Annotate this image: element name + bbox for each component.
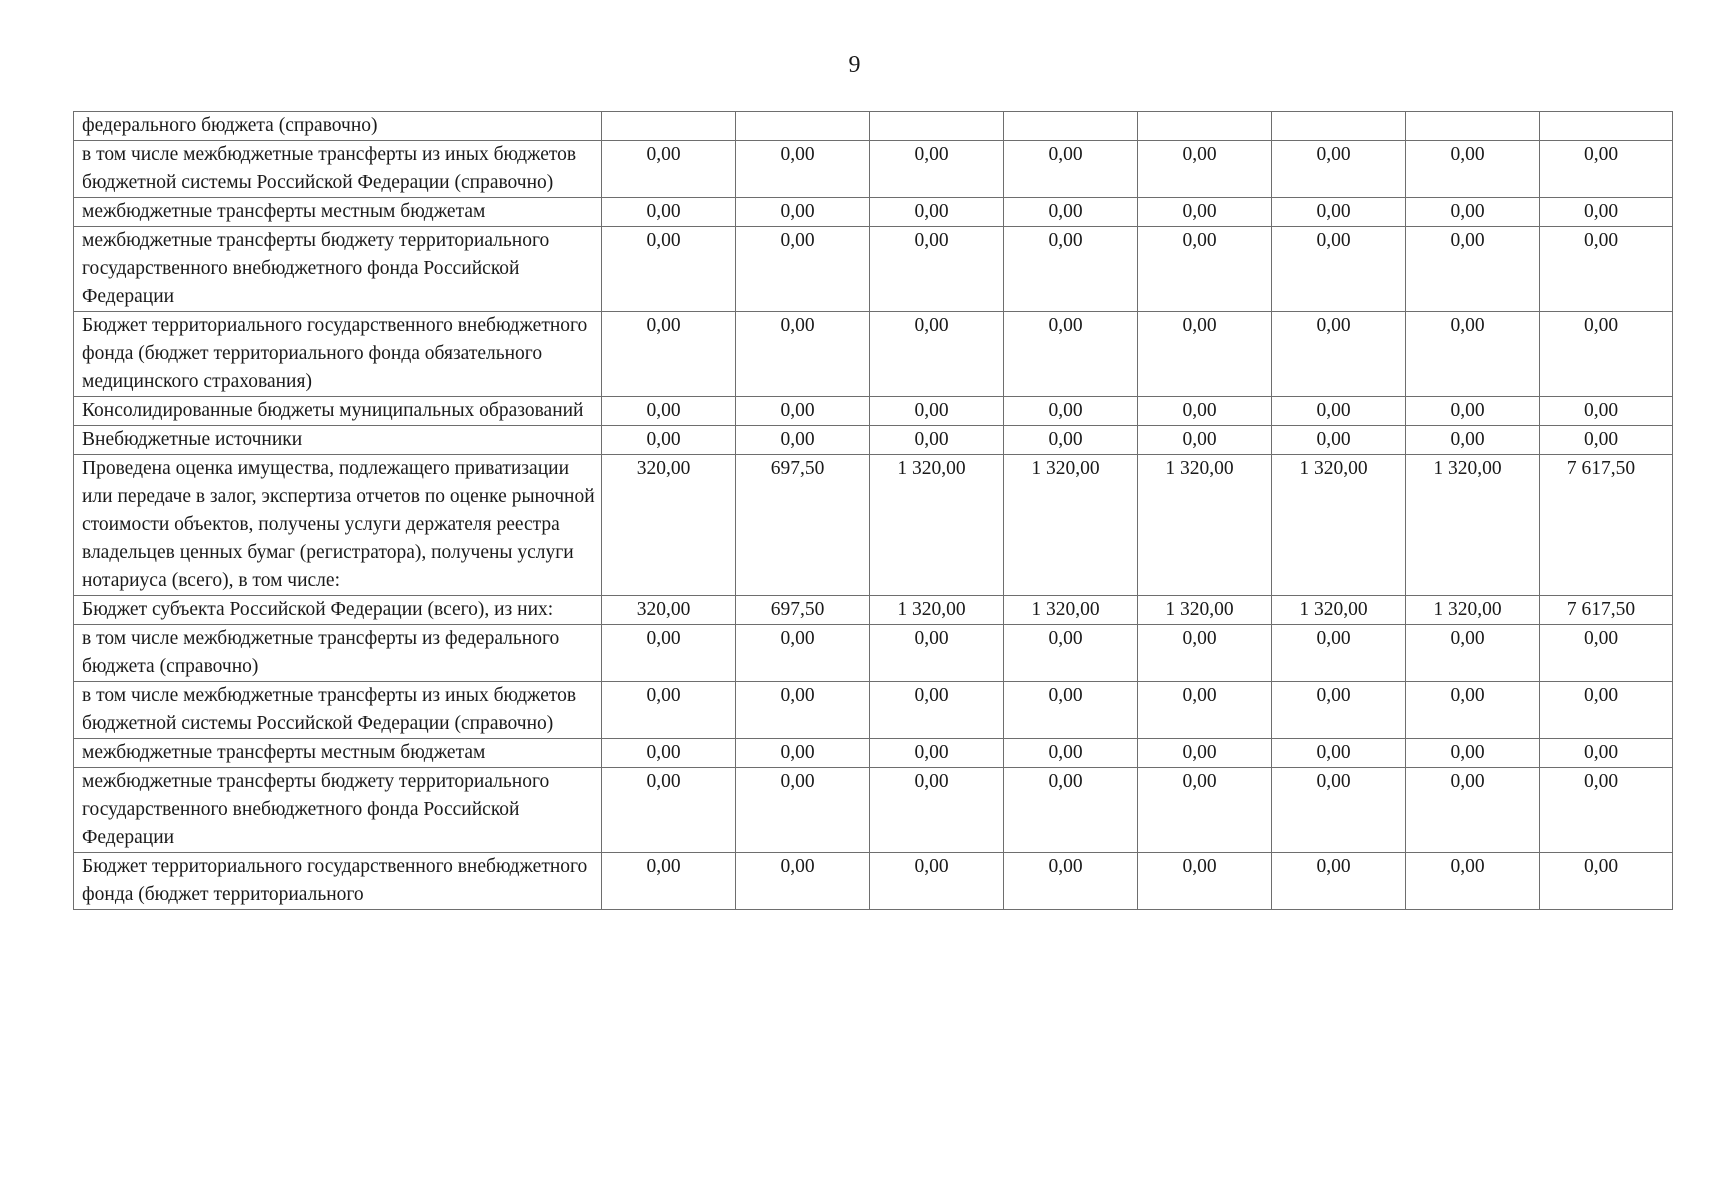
value-cell: 0,00 <box>1540 227 1673 312</box>
value-cell: 0,00 <box>1004 397 1138 426</box>
value-cell: 0,00 <box>736 141 870 198</box>
value-cell: 0,00 <box>1540 198 1673 227</box>
row-label: межбюджетные трансферты бюджету территориального государственного внебюджетного фонда Российской Федерации <box>74 227 602 312</box>
value-cell: 0,00 <box>1540 625 1673 682</box>
row-label: в том числе межбюджетные трансферты из иных бюджетов бюджетной системы Российской Федерации (справочно) <box>74 141 602 198</box>
row-label: Консолидированные бюджеты муниципальных образований <box>74 397 602 426</box>
value-cell: 1 320,00 <box>1272 596 1406 625</box>
value-cell: 1 320,00 <box>1138 455 1272 596</box>
value-cell <box>870 112 1004 141</box>
value-cell: 0,00 <box>1540 739 1673 768</box>
value-cell <box>1540 112 1673 141</box>
value-cell <box>1406 112 1540 141</box>
table-row <box>74 455 1673 596</box>
value-cell <box>1272 112 1406 141</box>
value-cell: 0,00 <box>870 227 1004 312</box>
value-cell: 0,00 <box>870 739 1004 768</box>
value-cell: 0,00 <box>870 397 1004 426</box>
row-label: межбюджетные трансферты бюджету территориального государственного внебюджетного фонда Российской Федерации <box>74 768 602 853</box>
table-row <box>74 596 1673 625</box>
value-cell: 0,00 <box>736 853 870 910</box>
value-cell: 0,00 <box>736 227 870 312</box>
value-cell: 0,00 <box>1138 227 1272 312</box>
value-cell: 0,00 <box>1406 141 1540 198</box>
value-cell: 0,00 <box>1004 853 1138 910</box>
value-cell: 0,00 <box>602 739 736 768</box>
table-row <box>74 625 1673 682</box>
value-cell: 0,00 <box>602 682 736 739</box>
value-cell: 0,00 <box>1004 768 1138 853</box>
value-cell: 0,00 <box>1406 198 1540 227</box>
value-cell: 0,00 <box>736 768 870 853</box>
row-label: Бюджет территориального государственного внебюджетного фонда (бюджет территориального фонда обязательного медицинского страхования) <box>74 312 602 397</box>
value-cell: 0,00 <box>1272 227 1406 312</box>
value-cell: 0,00 <box>602 625 736 682</box>
row-label: Проведена оценка имущества, подлежащего приватизации или передаче в залог, экспертиза отчетов по оценке рыночной стоимости объектов, получены услуги держателя реестра владельцев ценных бумаг (регистратора), получены услуги нотариуса (всего), в том числе: <box>74 455 602 596</box>
value-cell: 0,00 <box>870 312 1004 397</box>
value-cell: 0,00 <box>870 426 1004 455</box>
value-cell: 0,00 <box>1138 397 1272 426</box>
value-cell: 0,00 <box>736 625 870 682</box>
value-cell: 0,00 <box>1138 426 1272 455</box>
row-label: в том числе межбюджетные трансферты из федерального бюджета (справочно) <box>74 625 602 682</box>
table-row <box>74 426 1673 455</box>
value-cell: 0,00 <box>1272 426 1406 455</box>
value-cell: 0,00 <box>1272 141 1406 198</box>
value-cell: 0,00 <box>1272 739 1406 768</box>
value-cell: 0,00 <box>736 312 870 397</box>
value-cell: 0,00 <box>1004 227 1138 312</box>
value-cell: 0,00 <box>602 768 736 853</box>
value-cell: 0,00 <box>1540 853 1673 910</box>
value-cell: 0,00 <box>602 426 736 455</box>
table-row <box>74 227 1673 312</box>
value-cell: 0,00 <box>1138 141 1272 198</box>
value-cell: 0,00 <box>1138 198 1272 227</box>
value-cell: 1 320,00 <box>1004 596 1138 625</box>
value-cell: 0,00 <box>1540 141 1673 198</box>
value-cell: 0,00 <box>602 198 736 227</box>
value-cell: 0,00 <box>1406 312 1540 397</box>
value-cell: 0,00 <box>1138 853 1272 910</box>
value-cell: 320,00 <box>602 455 736 596</box>
value-cell: 0,00 <box>1004 426 1138 455</box>
value-cell: 0,00 <box>870 853 1004 910</box>
value-cell: 0,00 <box>1406 227 1540 312</box>
value-cell: 1 320,00 <box>1406 596 1540 625</box>
value-cell: 0,00 <box>1138 625 1272 682</box>
value-cell: 1 320,00 <box>1138 596 1272 625</box>
row-label: Бюджет территориального государственного внебюджетного фонда (бюджет территориального <box>74 853 602 910</box>
value-cell <box>736 112 870 141</box>
value-cell: 7 617,50 <box>1540 455 1673 596</box>
value-cell: 0,00 <box>870 141 1004 198</box>
value-cell: 0,00 <box>1540 426 1673 455</box>
value-cell: 0,00 <box>1138 682 1272 739</box>
value-cell: 0,00 <box>1004 682 1138 739</box>
value-cell <box>1138 112 1272 141</box>
value-cell: 1 320,00 <box>1406 455 1540 596</box>
value-cell: 0,00 <box>1004 739 1138 768</box>
value-cell: 0,00 <box>1272 682 1406 739</box>
row-label: межбюджетные трансферты местным бюджетам <box>74 198 602 227</box>
value-cell: 0,00 <box>1406 682 1540 739</box>
table-row <box>74 112 1673 141</box>
value-cell: 0,00 <box>1272 768 1406 853</box>
row-label: Внебюджетные источники <box>74 426 602 455</box>
row-label: межбюджетные трансферты местным бюджетам <box>74 739 602 768</box>
value-cell: 0,00 <box>870 768 1004 853</box>
value-cell: 0,00 <box>1540 312 1673 397</box>
value-cell: 0,00 <box>1272 397 1406 426</box>
value-cell <box>1004 112 1138 141</box>
value-cell: 0,00 <box>1138 312 1272 397</box>
value-cell: 0,00 <box>1272 625 1406 682</box>
value-cell: 0,00 <box>1540 397 1673 426</box>
value-cell: 0,00 <box>870 625 1004 682</box>
value-cell: 0,00 <box>1138 768 1272 853</box>
value-cell: 0,00 <box>1004 312 1138 397</box>
value-cell: 1 320,00 <box>1004 455 1138 596</box>
value-cell: 0,00 <box>1406 426 1540 455</box>
value-cell: 0,00 <box>736 739 870 768</box>
value-cell: 320,00 <box>602 596 736 625</box>
value-cell: 0,00 <box>736 397 870 426</box>
value-cell: 0,00 <box>1138 739 1272 768</box>
value-cell: 0,00 <box>1004 198 1138 227</box>
value-cell: 0,00 <box>736 426 870 455</box>
value-cell: 697,50 <box>736 455 870 596</box>
value-cell: 1 320,00 <box>870 455 1004 596</box>
value-cell: 1 320,00 <box>1272 455 1406 596</box>
value-cell: 0,00 <box>1272 198 1406 227</box>
value-cell: 0,00 <box>602 227 736 312</box>
value-cell: 1 320,00 <box>870 596 1004 625</box>
value-cell: 0,00 <box>1272 853 1406 910</box>
value-cell: 0,00 <box>1272 312 1406 397</box>
table-row <box>74 312 1673 397</box>
value-cell: 0,00 <box>1540 768 1673 853</box>
table-row <box>74 768 1673 853</box>
value-cell: 0,00 <box>1406 853 1540 910</box>
value-cell: 0,00 <box>736 198 870 227</box>
value-cell: 0,00 <box>602 141 736 198</box>
value-cell: 0,00 <box>1540 682 1673 739</box>
table-row <box>74 397 1673 426</box>
value-cell: 0,00 <box>1406 625 1540 682</box>
value-cell: 0,00 <box>602 853 736 910</box>
value-cell: 0,00 <box>870 682 1004 739</box>
table-row <box>74 739 1673 768</box>
table-row <box>74 853 1673 910</box>
value-cell: 0,00 <box>870 198 1004 227</box>
value-cell: 0,00 <box>1004 141 1138 198</box>
value-cell: 7 617,50 <box>1540 596 1673 625</box>
value-cell: 0,00 <box>736 682 870 739</box>
row-label: федерального бюджета (справочно) <box>74 112 602 141</box>
table-row <box>74 198 1673 227</box>
value-cell: 0,00 <box>1406 397 1540 426</box>
table-body <box>74 112 1673 910</box>
value-cell: 0,00 <box>602 397 736 426</box>
value-cell <box>602 112 736 141</box>
value-cell: 697,50 <box>736 596 870 625</box>
value-cell: 0,00 <box>602 312 736 397</box>
table-row <box>74 682 1673 739</box>
table-row <box>74 141 1673 198</box>
value-cell: 0,00 <box>1406 739 1540 768</box>
page-number: 9 <box>848 52 861 78</box>
row-label: в том числе межбюджетные трансферты из иных бюджетов бюджетной системы Российской Федерации (справочно) <box>74 682 602 739</box>
value-cell: 0,00 <box>1004 625 1138 682</box>
budget-table <box>73 111 1673 910</box>
value-cell: 0,00 <box>1406 768 1540 853</box>
row-label: Бюджет субъекта Российской Федерации (всего), из них: <box>74 596 602 625</box>
